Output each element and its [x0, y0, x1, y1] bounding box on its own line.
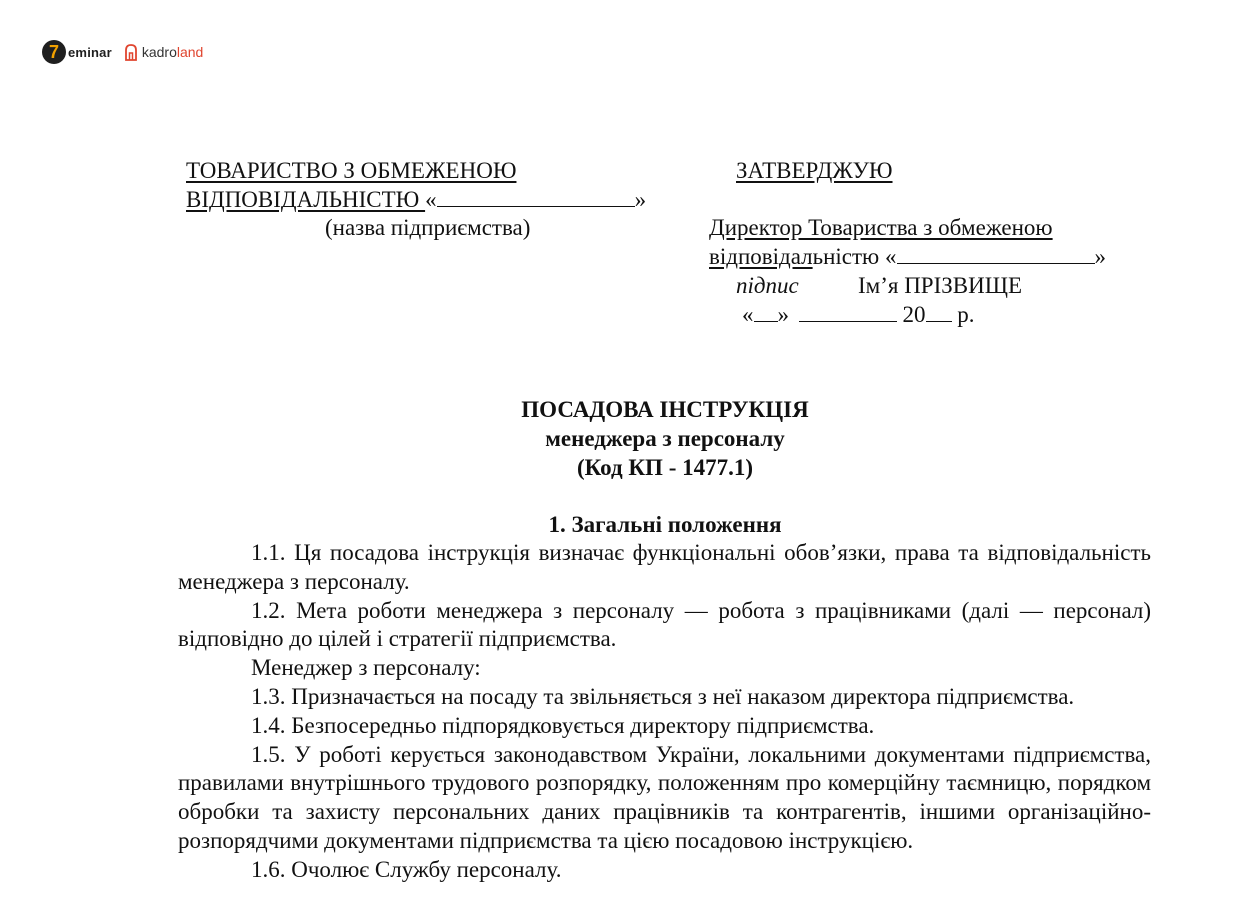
paragraph-1-1: 1.1. Ця посадова інструкція визначає функціональні обов’язки, права та відповідальність менеджера з персоналу. [178, 540, 1151, 594]
date-close-quote: » [777, 302, 789, 327]
date-year-blank [926, 301, 952, 322]
section-1-title: 1. Загальні положення [548, 512, 782, 537]
kadroland-logo [124, 43, 204, 61]
header-logos [42, 40, 203, 64]
company-close-quote: » [634, 187, 647, 212]
document-title [300, 395, 1030, 482]
approval-line-2-underlined: відповідал [709, 244, 813, 269]
approval-line-2-rest: ьністю « [812, 244, 897, 269]
seminar-logo-badge: 7 [42, 40, 66, 64]
company-caption: (назва підприємства) [325, 215, 531, 240]
paragraph-1-3: 1.3. Призначається на посаду та звільняється з неї наказом директора підприємства. [251, 683, 1075, 709]
director-name: Ім’я ПРІЗВИЩЕ [858, 273, 1022, 298]
paragraph-1-2: 1.2. Мета роботи менеджера з персоналу — робота з працівниками (далі — персонал) відповідно до цілей і стратегії підприємства. [178, 597, 1151, 652]
company-line-1: ТОВАРИСТВО З ОБМЕЖЕНОЮ [186, 158, 517, 183]
date-day-blank [754, 301, 778, 322]
approval-heading: ЗАТВЕРДЖУЮ [736, 158, 893, 183]
approval-company-blank [897, 243, 1095, 264]
date-year-suffix: р. [951, 302, 975, 327]
title-line-3: (Код КП - 1477.1) [576, 455, 754, 480]
company-line-2-text: ВІДПОВІДАЛЬНІСТЮ [186, 187, 426, 212]
section-1-body [178, 539, 1151, 885]
approval-line-1: Директор Товариства з обмеженою [709, 215, 1053, 240]
approval-date [742, 301, 975, 329]
title-line-2: менеджера з персоналу [545, 426, 785, 451]
date-year-prefix: 20 [902, 302, 926, 327]
paragraph-1-4: 1.4. Безпосередньо підпорядковується директору підприємства. [251, 712, 875, 738]
seminar-logo [42, 40, 112, 64]
kadroland-house-icon [124, 43, 138, 61]
paragraph-1-5: 1.5. У роботі керується законодавством України, локальними документами підприємства, правилами внутрішнього трудового розпорядку, положенням про комерційну таємницю, порядком обробки та захисту персональних даних працівників та контрагентів, іншими організаційно-розпорядчими документами підприємства та цією посадовою інструкцією. [178, 741, 1151, 853]
approval-line-2 [709, 243, 1106, 271]
date-open-quote: « [742, 302, 754, 327]
kadroland-logo-text-part2: land [176, 44, 204, 60]
paragraph-1-6: 1.6. Очолює Службу персоналу. [251, 856, 562, 882]
company-line-2 [186, 186, 646, 214]
title-line-1: ПОСАДОВА ІНСТРУКЦІЯ [521, 397, 809, 422]
company-name-blank [437, 186, 635, 207]
company-open-quote: « [425, 187, 437, 212]
kadroland-logo-text-part1: kadro [141, 44, 177, 60]
date-month-blank [799, 301, 897, 322]
signature-label: підпис [736, 273, 799, 298]
paragraph-manager-intro: Менеджер з персоналу: [251, 655, 481, 681]
seminar-logo-text: eminar [68, 44, 112, 60]
approval-close-quote: » [1094, 244, 1106, 269]
